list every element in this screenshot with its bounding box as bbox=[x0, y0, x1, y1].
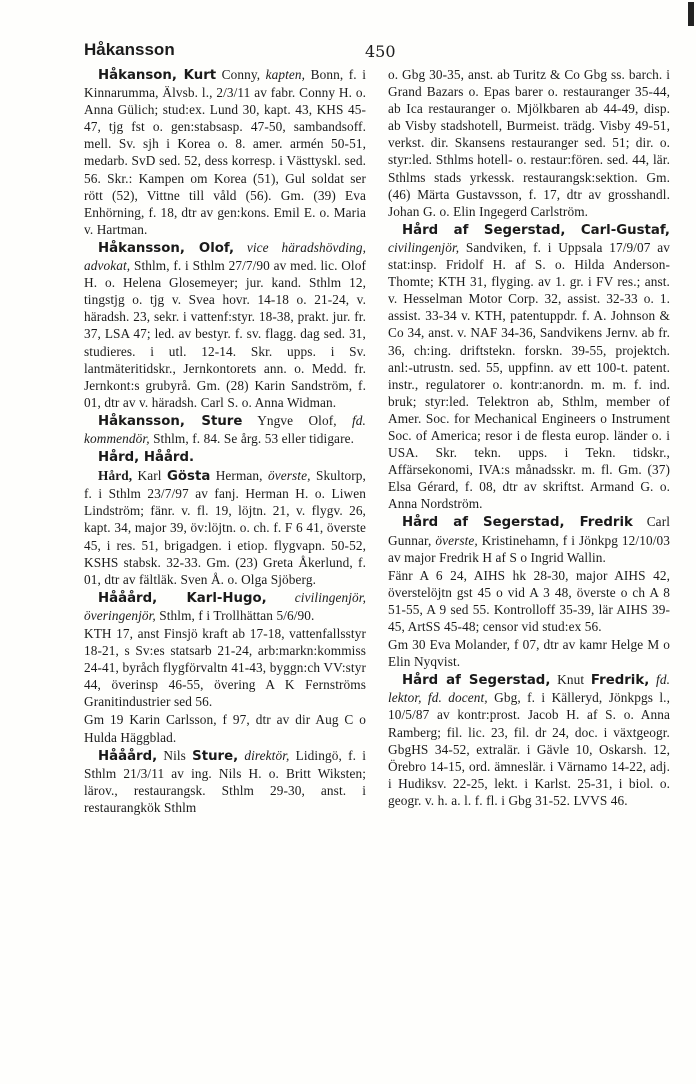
biography-entry bbox=[388, 66, 670, 220]
edge-mark bbox=[688, 2, 694, 26]
entry-name: Sture, bbox=[192, 748, 239, 764]
entry-text: Bonn, f. i Kinnarumma, Älvsb. l., 2/3/11 av fabr. Conny H. o. Anna Gülich; stud:ex. Lund 30, kapt. 43, KHS 45-47, tjg fst o. gen:stabsasp. 47-50, sambandsoff. mell. Sv. sjh i Korea o. 8. amer. armén 50-51, medarb. SvD sed. 52, dess korresp. i Västtyskl. sed. 56. Skr.: Kampen om Korea (51), Gul soldat ser rött (52), Vittne till våld (56). Gm. (39) Eva Enhörning, f. 18, dtr av gen:kons. Emil E. o. Maria v. Hartman. bbox=[84, 67, 366, 237]
entry-name: Hård af Segerstad, Carl-Gustaf, bbox=[402, 222, 670, 238]
biography-entry bbox=[84, 747, 366, 816]
entry-name: Hård, bbox=[98, 468, 133, 484]
entry-name: Hååård, Karl-Hugo, bbox=[98, 590, 267, 606]
biography-entry bbox=[388, 513, 670, 565]
entry-name: Hååård, bbox=[98, 748, 158, 764]
biography-entry bbox=[388, 636, 670, 670]
running-head: Håkansson bbox=[84, 40, 175, 59]
biography-entry bbox=[84, 625, 366, 710]
entry-name: Hård af Segerstad, Fredrik bbox=[402, 515, 633, 531]
entry-italic: civilingenjör, överingenjör, bbox=[84, 589, 367, 623]
entry-text: Sthlm, f. i Sthlm 27/7/90 av med. lic. Olof H. o. Helena Glosemeyer; jur. kand. Sthlm 12, tingstjg o. tjg v. Svea hovr. 14-18 o. 21-24, v. häradsh. 23, sekr. i vattenf:styr. 18-38, prakt. jur. fr. 37, LSA 47; led. av bestyr. f. sv. flagg. dag sed. 31, studieres. i utl. 12-14. Skr. upps. i Sv. lantmäteritidskr., Jernkontorets ann. o. Medd. fr. Jernkont:s grubyrå. Gm. (28) Karin Sandström, f. 01, dtr av v. häradsh. Carl S. o. Anna Widman. bbox=[84, 258, 366, 410]
biography-entry bbox=[84, 448, 366, 466]
entry-text: Gbg, f. i Källeryd, Jönkpgs l., 10/5/87 av kontr:prost. Jacob H. af S. o. Anna Ramberg; fil. lic. 23, fil. dr 24, doc. i växtgeogr. GbgHS 34-52, extralär. i Gävle 10, Oskarsh. 12, Örebro 14-15, ord. ämneslär. i Värnamo 14-22, adj. i Hudiksv. 22-25, lekt. i Karlst. 25-31, i biol. o. geogr. v. h. a. l. f. fl. i Gbg 31-52. LVVS 46. bbox=[388, 690, 671, 808]
biography-entry bbox=[388, 221, 670, 513]
biography-entry bbox=[84, 239, 366, 411]
page-number: 450 bbox=[365, 42, 396, 61]
entry-name: Hård af Segerstad, bbox=[402, 673, 551, 689]
entry-name: Håkansson, Olof, bbox=[98, 240, 235, 256]
entry-text: Sthlm, f i Trollhättan 5/6/90. bbox=[155, 607, 315, 623]
entry-text: Lidingö, f. i Sthlm 21/3/11 av ing. Nils H. o. Britt Wiksten; lärov., restaurangsk. Sthlm 29-30, anst. i restaurangkök Sthlm bbox=[84, 747, 367, 815]
entry-text: Yngve Olof, bbox=[242, 412, 353, 428]
biography-entry bbox=[84, 589, 366, 624]
entry-text: Kristinehamn, f i Jönkpg 12/10/03 av major Fredrik H af S o Ingrid Wallin. bbox=[388, 532, 671, 565]
entry-name: Håkansson, Sture bbox=[98, 413, 243, 429]
right-column bbox=[388, 66, 670, 810]
entry-text: Fänr A 6 24, AIHS hk 28-30, major AIHS 42, överstelöjtn gst 45 o vid A 3 48, överste o ch A 8 51-55, A 9 sed 55. Kontrolloff 35-39, lär AIHS 39-45, ArtSS 45-48; censor vid stud:ex 56. bbox=[388, 567, 670, 634]
entry-text: Sthlm, f. 84. Se årg. 53 eller tidigare. bbox=[149, 430, 355, 446]
biography-entry bbox=[388, 671, 670, 809]
entry-text: Karl bbox=[132, 468, 167, 484]
biography-entry bbox=[84, 412, 366, 447]
entry-name: Fredrik, bbox=[590, 673, 650, 689]
entry-italic: vice häradshövding, advokat, bbox=[84, 239, 366, 274]
entry-name: Gösta bbox=[167, 469, 211, 485]
entry-italic: fd. lektor, fd. docent, bbox=[388, 672, 670, 706]
entry-italic: fd. kommendör, bbox=[84, 412, 366, 446]
entry-text: Carl Gunnar, bbox=[388, 514, 671, 548]
entry-name: Håkanson, Kurt bbox=[98, 68, 217, 83]
entry-text: Knut bbox=[550, 672, 591, 688]
left-column bbox=[84, 66, 366, 817]
entry-text: KTH 17, anst Finsjö kraft ab 17-18, vattenfallsstyr 18-21, s Sv:es statsarb 21-24, arb:markn:kommiss 24-41, byråch flygförvaltn 41-43, byggn:ch VV:styr 44, överinsp 46-55, övering A K Fernströms Granitindustrier sed 56. bbox=[84, 626, 366, 710]
biography-entry bbox=[84, 711, 366, 745]
entry-text: Nils bbox=[157, 747, 193, 763]
entry-text: Gm 19 Karin Carlsson, f 97, dtr av dir Aug C o Hulda Häggblad. bbox=[84, 712, 366, 745]
entry-text: Herman, bbox=[210, 468, 268, 484]
entry-italic: kapten, bbox=[265, 67, 306, 82]
entry-text: Conny, bbox=[216, 67, 266, 82]
biography-entry bbox=[84, 467, 366, 588]
entry-italic: överste, bbox=[435, 532, 478, 548]
entry-italic: överste, bbox=[268, 468, 311, 484]
biography-entry bbox=[84, 66, 366, 238]
entry-text: Gm 30 Eva Molander, f 07, dtr av kamr Helge M o Elin Nyqvist. bbox=[388, 637, 670, 670]
entry-text: o. Gbg 30-35, anst. ab Turitz & Co Gbg ss. barch. i Grand Bazars o. Epas barer o. restauranger 35-44, ab Ica restauranger o. Mjölkbaren ab 44-49, disp. ab Visby stadshotell, Burmeist. trädg. Visby 49-51, verkst. dir. Skansens restauranger sed. 51; dir. o. styr:led. Sthlms hotell- o. restaur:fören. sed. 44, lär. Sthlms stads yrkessk. restaurangsk:sektion. Gm. (46) Märta Gustavsson, f. 17, dtr av grosshandl. Johan G. o. Elin Ingegerd Carlström. bbox=[388, 67, 670, 219]
entry-italic: direktör, bbox=[238, 747, 290, 763]
entry-text: Skultorp, f. i Sthlm 23/7/97 av fanj. Herman H. o. Liwen Lindström; fänr. v. fl. 19, löjtn. 21, v. flygv. 26, kapt. 34, major 39, öv:löjtn. o. ch. f. F 6 41, överste 45, i res. 51, brigadgen. i etiop. flygvapn. 50-52, KSHS stabsk. 32-33. Gm. (23) Greta Åkerlund, f. 01, dtr av fältläk. Sven Å. o. Olga Sjöberg. bbox=[84, 468, 366, 587]
entry-name: Hård, Håård. bbox=[98, 450, 195, 466]
entry-text: Sandviken, f. i Uppsala 17/9/07 av stat:insp. Fridolf H. af S. o. Hilda Anderson-Thomte; KTH 31, flyging. av 1. gr. i FV res.; anst. v. Hesselman Motor Corp. 32, assist. 32-33 o. 1. assist. 33-34 v. KTH, patentuppdr. f. A. Johnson & Co 34, anst. v. NAF 34-36, Sandvikens Jernv. ab fr. 36, ch:ing. driftstekn. forskn. 39-55, projektch. anl:-utrustn. sed. 55, uppfinn. av ett 100-t. patent. instr., regulatorer o. kontr:anordn. m. m. f. ind. bruk; styr:led. Telektron ab, Sthlm, member of Amer. Soc. for Mechanical Engineers o Instrument Soc. of America; resor i de flesta europ. länder o. i USA. Skr. tekn. upps. i Tekn. tidskr., Affärsekonomi, IVA:s månadsskr. m. fl. Gm. (37) Elsa Gérard, f. 08, dtr av skriftst. Armand G. o. Anna Nordström. bbox=[388, 239, 670, 512]
entry-italic: civilingenjör, bbox=[388, 239, 460, 255]
biography-entry bbox=[388, 567, 670, 635]
